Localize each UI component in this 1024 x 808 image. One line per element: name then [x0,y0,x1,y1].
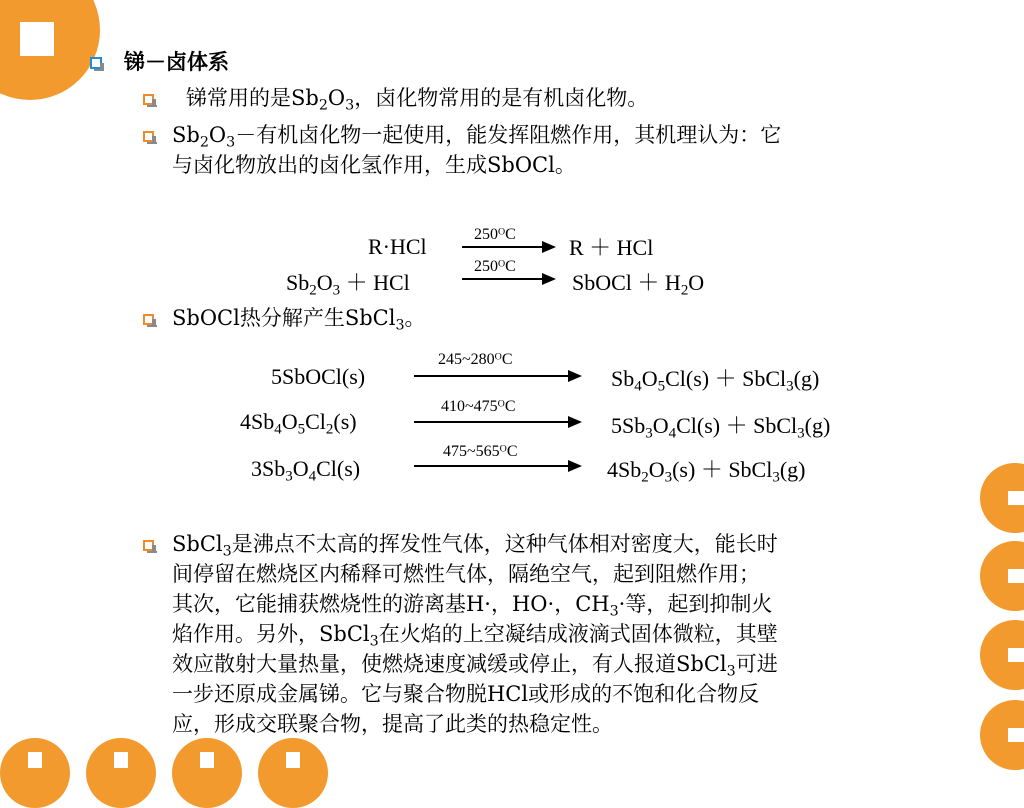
bullet-4-part: ·等，起到抑制火 [618,592,773,616]
reaction-2-arrow [462,278,554,280]
formula-part: Sb [611,366,635,391]
decomp-1-right [611,362,819,393]
condition-temp: 250 [474,258,498,275]
right-white-square-1 [1008,491,1024,505]
superscript: O [498,258,506,270]
subscript: 3 [369,633,379,650]
formula-part: Cl(s) [316,456,361,481]
decomp-2-arrow [414,421,580,423]
bullet-4-line-1 [172,531,778,558]
subscript: 3 [609,603,619,620]
subscript: 3 [645,425,653,442]
subscript: 3 [345,97,355,114]
formula-part: (g) [804,413,831,438]
subscript: 3 [797,425,805,442]
formula-part: 4Sb [240,409,275,434]
subscript: 3 [726,663,736,680]
section-heading: 锑－卤体系 [124,49,229,74]
decomp-1-arrow [414,375,580,377]
condition-unit: C [505,226,516,243]
bullet-3-text [172,305,426,332]
bottom-white-square-2 [114,752,128,768]
condition-unit: C [504,398,516,415]
bottom-orange-circle-1 [0,738,70,808]
bullet-4-part: 效应散射大量热量，使燃烧速度减缓或停止，有人报道SbCl [172,652,727,676]
bullet-4-part: 其次，它能捕获燃烧性的游离基H·，HO·，CH [172,592,610,616]
reaction-1-arrow [462,246,554,248]
reaction-1-left: R·HCl [368,234,427,259]
bullet-2-icon [143,131,154,142]
formula-part: (g) [793,366,820,391]
bullet-4-part: 可进 [735,652,778,676]
decomp-1-condition [438,351,512,369]
reaction-1-right: R ＋ HCl [569,235,654,260]
bottom-white-square-3 [200,752,214,768]
right-white-square-2 [1008,569,1024,583]
formula-part: Cl [305,409,326,434]
bullet-1-part: 锑常用的是Sb [186,86,319,110]
formula-part: Sb [286,270,310,295]
bullet-4-line-3 [172,591,772,618]
bullet-2-line-1 [172,122,781,149]
decomp-3-arrow [414,465,580,467]
bullet-1-part: O [327,86,346,110]
decomp-1-left: 5SbOCl(s) [271,364,366,389]
bullet-1-text [186,85,648,112]
bullet-4-part: 焰作用。另外，SbCl [172,622,370,646]
subscript: 3 [786,378,794,395]
bullet-4-line-5 [172,651,778,678]
condition-temp: 475~565 [443,443,500,460]
formula-part: O [648,457,665,482]
bullet-1-icon [143,94,154,105]
superscript: O [497,398,505,410]
subscript: 3 [664,469,673,486]
superscript: O [494,351,502,363]
subscript: 3 [222,543,232,560]
bullet-4-line-4 [172,621,778,648]
bullet-2-line-2: 与卤化物放出的卤化氢作用，生成SbOCl。 [172,153,576,177]
bullet-4-icon [143,540,154,551]
formula-part: SbOCl ＋ H [572,270,681,295]
formula-part: 3Sb [251,456,286,481]
bullet-4-part: 是沸点不太高的挥发性气体，这种气体相对密度大，能长时 [231,532,778,556]
condition-temp: 410~475 [441,398,498,415]
subscript: 2 [641,469,649,486]
bullet-4-line-6: 一步还原成金属锑。它与聚合物脱HCl或形成的不饱和化合物反 [172,682,760,706]
reaction-2-right [572,266,704,297]
bottom-orange-circle-4 [258,738,328,808]
decomp-3-left [251,456,361,485]
corner-white-square [20,22,54,56]
bottom-orange-circle-3 [172,738,242,808]
decomp-2-left [240,409,357,438]
formula-part: ＋ HCl [340,270,410,295]
subscript: 5 [657,378,666,395]
condition-temp: 245~280 [438,351,495,368]
formula-part: Cl(s) ＋ SbCl [665,366,787,391]
bottom-white-square-4 [286,752,300,768]
subscript: 4 [668,425,677,442]
subscript: 5 [297,421,306,438]
bullet-3-part: SbOCl热分解产生SbCl [172,306,396,330]
bullet-2-part: －有机卤化物一起使用，能发挥阻燃作用，其机理认为：它 [235,123,782,147]
formula-part: O [281,409,298,434]
decomp-2-condition [441,398,515,416]
right-white-square-3 [1008,648,1024,662]
bullet-4-line-2: 间停留在燃烧区内稀释可燃性气体，隔绝空气，起到阻燃作用； [172,562,760,586]
subscript: 4 [274,421,282,438]
bullet-1-part: ，卤化物常用的是有机卤化物。 [354,86,649,110]
superscript: O [498,226,506,238]
formula-part: O [688,270,705,295]
formula-part: O [292,456,309,481]
subscript: 2 [325,421,334,438]
subscript: 3 [332,282,341,299]
bottom-orange-circle-2 [86,738,156,808]
formula-part: O [641,366,658,391]
formula-part: (g) [779,457,806,482]
subscript: 4 [634,378,642,395]
bullet-3-part: 。 [404,306,426,330]
subscript: 4 [308,468,317,485]
bullet-3-icon [143,314,154,325]
reaction-1-condition [474,226,516,244]
bullet-4-line-7: 应，形成交联聚合物，提高了此类的热稳定性。 [172,712,613,736]
formula-part: O [316,270,333,295]
subscript: 2 [309,282,317,299]
decomp-2-right [611,409,830,440]
right-white-square-4 [1008,728,1024,742]
decomp-3-right [607,453,806,484]
superscript: O [499,443,507,455]
formula-part: O [652,413,669,438]
bullet-2-part: Sb [172,123,200,147]
condition-unit: C [505,258,516,275]
subscript: 2 [199,134,209,151]
bullet-4-part: 在火焰的上空凝结成液滴式固体微粒，其壁 [378,622,778,646]
reaction-2-left [286,266,410,297]
subscript: 3 [772,469,780,486]
subscript: 3 [226,134,236,151]
reaction-2-condition [474,258,516,276]
bullet-4-part: SbCl [172,532,223,556]
bullet-2-part: O [208,123,227,147]
condition-temp: 250 [474,226,498,243]
condition-unit: C [506,443,518,460]
subscript: 3 [395,317,405,334]
subscript: 2 [680,282,689,299]
formula-part: (s) [333,409,357,434]
bottom-white-square-1 [28,752,42,768]
subscript: 2 [318,97,328,114]
formula-part: Cl(s) ＋ SbCl [676,413,798,438]
subscript: 3 [285,468,293,485]
formula-part: (s) ＋ SbCl [672,457,773,482]
condition-unit: C [501,351,513,368]
heading-bullet-icon [90,57,102,69]
formula-part: 5Sb [611,413,646,438]
decomp-3-condition [443,443,517,461]
formula-part: 4Sb [607,457,642,482]
